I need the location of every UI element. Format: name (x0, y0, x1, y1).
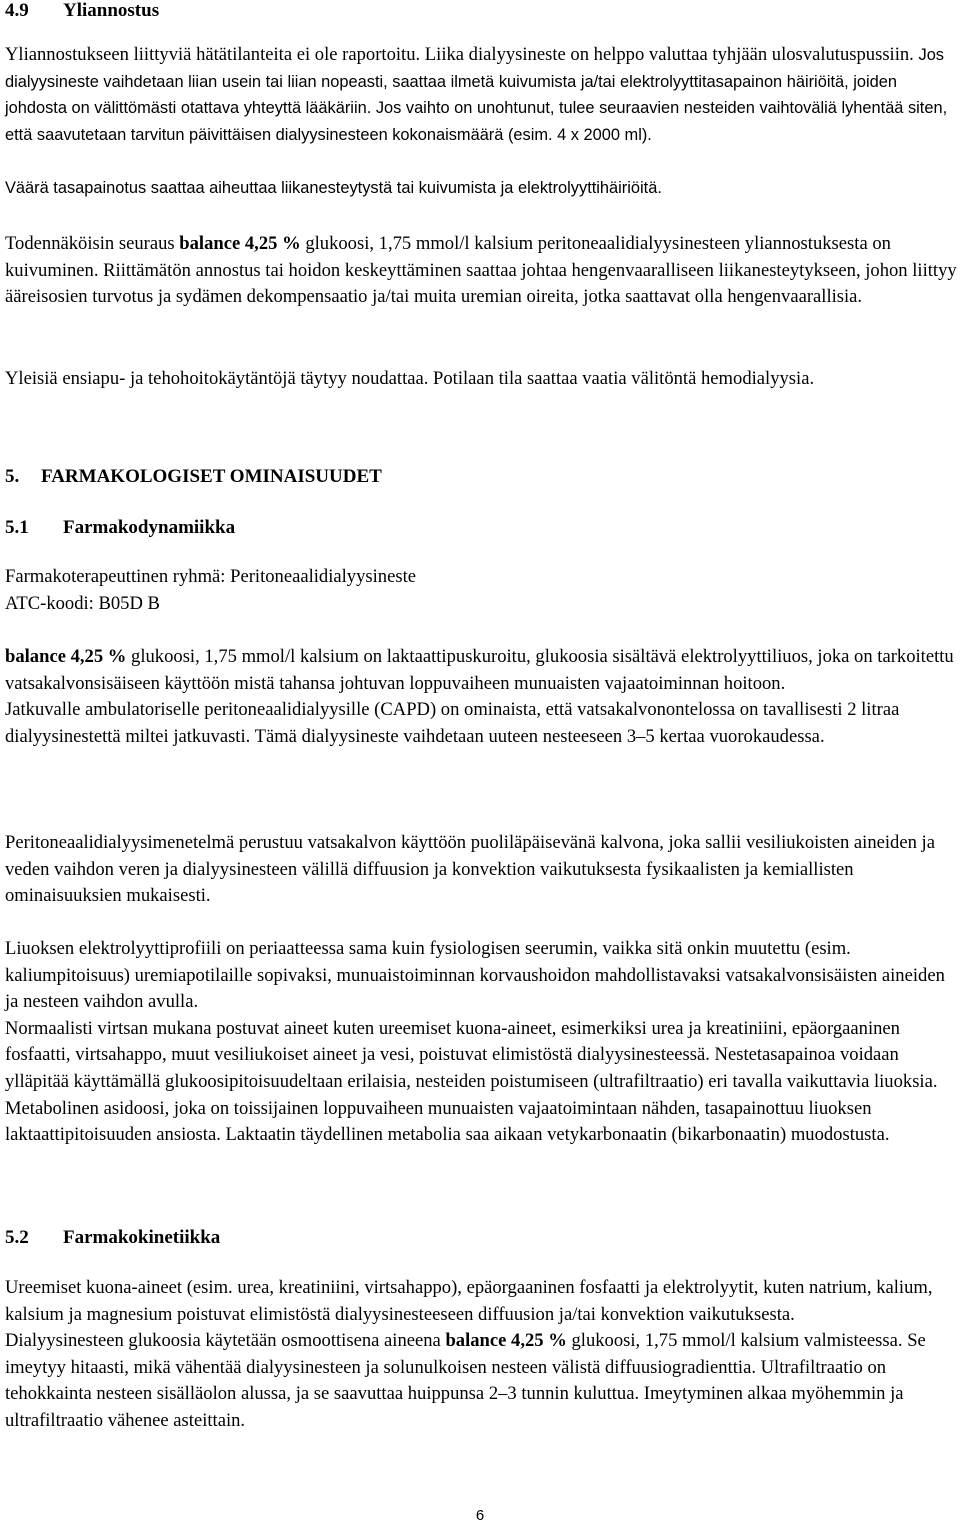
paragraph (5, 231, 957, 311)
line-pharmacotherapeutic-group: Farmakoterapeuttinen ryhmä: Peritoneaalidialyysineste (5, 566, 416, 587)
heading-title: Farmakokinetiikka (63, 1227, 221, 1248)
product-name: balance 4,25 % (445, 1330, 567, 1352)
text: glukoosi, 1,75 mmol/l kalsium on laktaattipuskuroitu, glukoosia sisältävä elektrolyyttiliuos, joka on tarkoitettu vatsakalvonsisäiseen käyttöön mistä tahansa johtuvan loppuvaiheen munuaisten vajaatoiminnan hoitoon. (5, 646, 954, 694)
text: glukoosi, 1,75 mmol/l kalsium valmisteessa. Se imeytyy hitaasti, mikä vähentää dialyysinesteen ja solunulkoisen nesteen välistä diffuusiogradienttia. Ultrafiltraatio on tehokkainta nesteen sisälläolon alussa, ja se saavuttaa huippunsa 2–3 tunnin kuluttua. Imeytyminen alkaa myöhemmin ja ultrafiltraatio vähenee asteittain. (5, 1330, 926, 1431)
text: Metabolinen asidoosi, joka on toissijainen loppuvaiheen munuaisten vajaatoimintaan nähden, tasapainottuu liuoksen laktaattipitoisuuden ansiosta. Laktaatin täydellinen metabolia saa aikaan vetykarbonaatin (bikarbonaatin) muodostusta. (5, 1097, 890, 1146)
text: Liuoksen elektrolyyttiprofiili on periaatteessa sama kuin fysiologisen seerumin, vaikka sitä onkin muutettu (esim. kaliumpitoisuus) uremiapotilaille sopivaksi, munuaistoiminnan korvaushoidon mahdollistavaksi vatsakalvonsisäisten aineiden ja nesteen vaihdon avulla. (5, 938, 945, 1013)
paragraph-text: Yliannostukseen liittyviä hätätilanteita ei ole raportoitu. Liika dialyysineste on helppo valuttaa tyhjään ulosvalutuspussiin. (5, 44, 914, 65)
paragraph: Peritoneaalidialyysimenetelmä perustuu vatsakalvon käyttöön puoliläpäisevänä kalvona, joka sallii vesiliukoisten aineiden ja veden vaihdon veren ja dialyysinesteen välillä diffuusion ja konvektion vaikutuksesta fysikaalisten ja kemiallisten ominaisuuksien mukaisesti. (5, 832, 935, 907)
heading-number: 5.2 (5, 1227, 29, 1248)
text: Dialyysinesteen glukoosia käytetään osmoottisena aineena (5, 1330, 446, 1352)
heading-5 (5, 464, 957, 490)
heading-5-1 (5, 515, 957, 541)
text: Normaalisti virtsan mukana postuvat aineet kuten ureemiset kuona-aineet, esimerkiksi urea ja kreatiniini, epäorgaaninen fosfaatti, virtsahappo, muut vesiliukoiset aineet ja vesi, poistuvat elimistöstä dialyysinesteessä. Nestetasapainoa voidaan ylläpitää käyttämällä glukoosipitoisuudeltaan erilaisia, nesteiden poistumiseen (ultrafiltraatio) eri tavalla vaikuttavia liuoksia. (5, 1017, 938, 1092)
paragraph: Yleisiä ensiapu- ja tehohoitokäytäntöjä täytyy noudattaa. Potilaan tila saattaa vaatia välitöntä hemodialyysia. (5, 368, 815, 389)
paragraph (5, 936, 957, 1149)
heading-title: Farmakodynamiikka (63, 517, 236, 538)
paragraph (5, 564, 957, 617)
heading-number: 5. (5, 466, 20, 487)
heading-number: 4.9 (5, 0, 29, 21)
paragraph: Väärä tasapainotus saattaa aiheuttaa liikanesteytystä tai kuivumista ja elektrolyyttihäiriöitä. (5, 179, 662, 197)
product-name: balance 4,25 % (5, 646, 127, 667)
heading-number: 5.1 (5, 517, 29, 538)
heading-title: Yliannostus (63, 0, 160, 21)
text: Jatkuvalle ambulatoriselle peritoneaalidialyysille (CAPD) on ominaista, että vatsakalvonontelossa on tavallisesti 2 litraa dialyysinestettä miltei jatkuvasti. Tämä dialyysineste vaihdetaan uuteen nesteeseen 3–5 kertaa vuorokaudessa. (5, 699, 900, 747)
heading-title: FARMAKOLOGISET OMINAISUUDET (41, 466, 382, 487)
paragraph (5, 42, 957, 148)
line-atc-code: ATC-koodi: B05D B (5, 592, 160, 614)
heading-4-9 (5, 0, 957, 24)
paragraph (5, 644, 957, 750)
page-number: 6 (475, 1507, 485, 1524)
text: Todennäköisin seuraus (5, 233, 180, 254)
paragraph-text-sans: Jos dialyysineste vaihdetaan liian usein tai liian nopeasti, saattaa ilmetä kuivumista ja/tai elektrolyyttitasapainon häiriöitä, joiden johdosta on välittömästi otattava yhteyttä lääkäriin. Jos vaihto on unohtunut, tulee seuraavien nesteiden vaihtoväliä lyhentää siten, että saavutetaan tarvitun päivittäisen dialyysinesteen kokonaismäärä (esim. 4 x 2000 ml). (5, 46, 948, 144)
product-name: balance 4,25 % (179, 233, 301, 254)
text: glukoosi, 1,75 mmol/l kalsium peritoneaalidialyysinesteen yliannostuksesta on kuivuminen. Riittämätön annostus tai hoidon keskeyttäminen saattaa johtaa hengenvaaralliseen liikanesteytykseen, johon liittyy ääreisosien turvotus ja sydämen dekompensaatio ja/tai muita uremian oireita, jotka saattavat olla hengenvaarallisia. (5, 233, 957, 308)
paragraph (5, 1275, 957, 1435)
heading-5-2 (5, 1225, 957, 1251)
text: Ureemiset kuona-aineet (esim. urea, kreatiniini, virtsahappo), epäorgaaninen fosfaatti ja elektrolyytit, kuten natrium, kalium, kalsium ja magnesium poistuvat elimistöstä dialyysinesteeseen diffuusion ja/tai konvektion vaikutuksesta. (5, 1277, 933, 1325)
